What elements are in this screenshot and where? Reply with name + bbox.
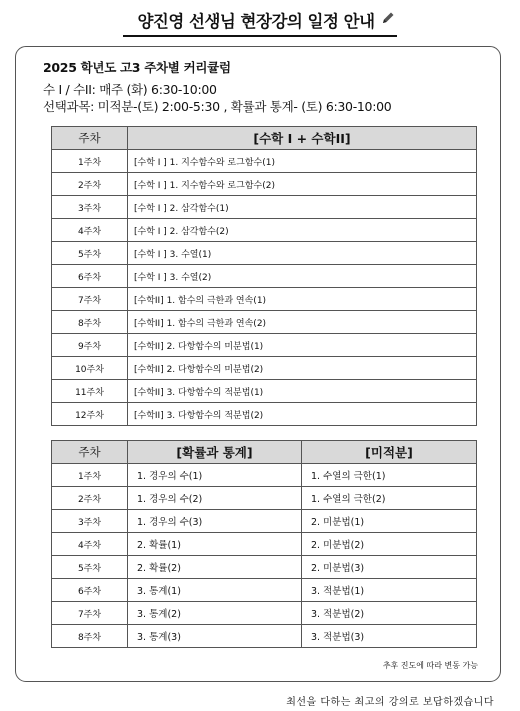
week-cell: 1주차 — [52, 150, 128, 173]
topic-cell: [수학II] 3. 다항함수의 적분법(2) — [128, 403, 477, 426]
week-cell: 9주차 — [52, 334, 128, 357]
pencil-icon — [381, 11, 395, 25]
title-area — [0, 8, 520, 37]
probability-topic-cell: 1. 경우의 수(1) — [128, 464, 302, 487]
header-course: [수학 I + 수학II] — [128, 127, 477, 150]
table-row — [52, 533, 477, 556]
week-cell: 1주차 — [52, 464, 128, 487]
topic-cell: [수학II] 1. 함수의 극한과 연속(2) — [128, 311, 477, 334]
probability-topic-cell: 1. 경우의 수(2) — [128, 487, 302, 510]
topic-cell: [수학 I ] 1. 지수함수와 로그함수(1) — [128, 150, 477, 173]
calculus-topic-cell: 1. 수열의 극한(2) — [302, 487, 477, 510]
table-row — [52, 150, 477, 173]
week-cell: 2주차 — [52, 173, 128, 196]
week-cell: 8주차 — [52, 311, 128, 334]
elective-curriculum-table — [51, 440, 477, 648]
table-row — [52, 242, 477, 265]
calculus-topic-cell: 3. 적분법(1) — [302, 579, 477, 602]
page-title-text: 양진영 선생님 현장강의 일정 안내 — [137, 12, 375, 31]
header-week: 주차 — [52, 127, 128, 150]
week-cell: 11주차 — [52, 380, 128, 403]
schedule-note: 추후 진도에 따라 변동 가능 — [382, 661, 478, 670]
topic-cell: [수학 I ] 3. 수열(2) — [128, 265, 477, 288]
table-row — [52, 464, 477, 487]
calculus-topic-cell: 1. 수열의 극한(1) — [302, 464, 477, 487]
table-header-row — [52, 127, 477, 150]
week-cell: 3주차 — [52, 196, 128, 219]
probability-topic-cell: 2. 확률(2) — [128, 556, 302, 579]
week-cell: 10주차 — [52, 357, 128, 380]
calculus-topic-cell: 2. 미분법(3) — [302, 556, 477, 579]
table-row — [52, 357, 477, 380]
table-row — [52, 579, 477, 602]
probability-topic-cell: 2. 확률(1) — [128, 533, 302, 556]
calculus-topic-cell: 2. 미분법(2) — [302, 533, 477, 556]
topic-cell: [수학 I ] 2. 삼각함수(2) — [128, 219, 477, 242]
elective-schedule-line: 선택과목: 미적분-(토) 2:00-5:30 , 확률과 통계- (토) 6:30-10:00 — [43, 99, 392, 114]
topic-cell: [수학II] 2. 다항함수의 미분법(1) — [128, 334, 477, 357]
topic-cell: [수학II] 3. 다항함수의 적분법(1) — [128, 380, 477, 403]
calculus-topic-cell: 3. 적분법(2) — [302, 602, 477, 625]
topic-cell: [수학 I ] 3. 수열(1) — [128, 242, 477, 265]
math-curriculum-table — [51, 126, 477, 426]
calculus-topic-cell: 2. 미분법(1) — [302, 510, 477, 533]
week-cell: 4주차 — [52, 219, 128, 242]
week-cell: 4주차 — [52, 533, 128, 556]
header-calculus: [미적분] — [302, 441, 477, 464]
table-row — [52, 311, 477, 334]
table-row — [52, 196, 477, 219]
topic-cell: [수학 I ] 1. 지수함수와 로그함수(2) — [128, 173, 477, 196]
table-row — [52, 219, 477, 242]
table-row — [52, 334, 477, 357]
table-row — [52, 625, 477, 648]
week-cell: 8주차 — [52, 625, 128, 648]
week-cell: 12주차 — [52, 403, 128, 426]
probability-topic-cell: 3. 통계(3) — [128, 625, 302, 648]
table-row — [52, 288, 477, 311]
probability-topic-cell: 1. 경우의 수(3) — [128, 510, 302, 533]
table-row — [52, 380, 477, 403]
table-row — [52, 487, 477, 510]
topic-cell: [수학II] 1. 함수의 극한과 연속(1) — [128, 288, 477, 311]
table-row — [52, 556, 477, 579]
table-row — [52, 403, 477, 426]
week-cell: 6주차 — [52, 579, 128, 602]
table-header-row — [52, 441, 477, 464]
footer-message: 최선을 다하는 최고의 강의로 보답하겠습니다 — [286, 697, 494, 708]
week-cell: 7주차 — [52, 602, 128, 625]
week-cell: 7주차 — [52, 288, 128, 311]
topic-cell: [수학II] 2. 다항함수의 미분법(2) — [128, 357, 477, 380]
header-probability: [확률과 통계] — [128, 441, 302, 464]
week-cell: 5주차 — [52, 242, 128, 265]
table-row — [52, 602, 477, 625]
math-schedule-line: 수 I / 수II: 매주 (화) 6:30-10:00 — [43, 82, 217, 97]
week-cell: 3주차 — [52, 510, 128, 533]
week-cell: 6주차 — [52, 265, 128, 288]
curriculum-heading: 2025 학년도 고3 주차별 커리큘럼 — [43, 60, 231, 75]
table-row — [52, 265, 477, 288]
page-title — [123, 8, 396, 37]
header-week: 주차 — [52, 441, 128, 464]
week-cell: 2주차 — [52, 487, 128, 510]
probability-topic-cell: 3. 통계(1) — [128, 579, 302, 602]
table-row — [52, 173, 477, 196]
table-row — [52, 510, 477, 533]
calculus-topic-cell: 3. 적분법(3) — [302, 625, 477, 648]
week-cell: 5주차 — [52, 556, 128, 579]
probability-topic-cell: 3. 통계(2) — [128, 602, 302, 625]
topic-cell: [수학 I ] 2. 삼각함수(1) — [128, 196, 477, 219]
